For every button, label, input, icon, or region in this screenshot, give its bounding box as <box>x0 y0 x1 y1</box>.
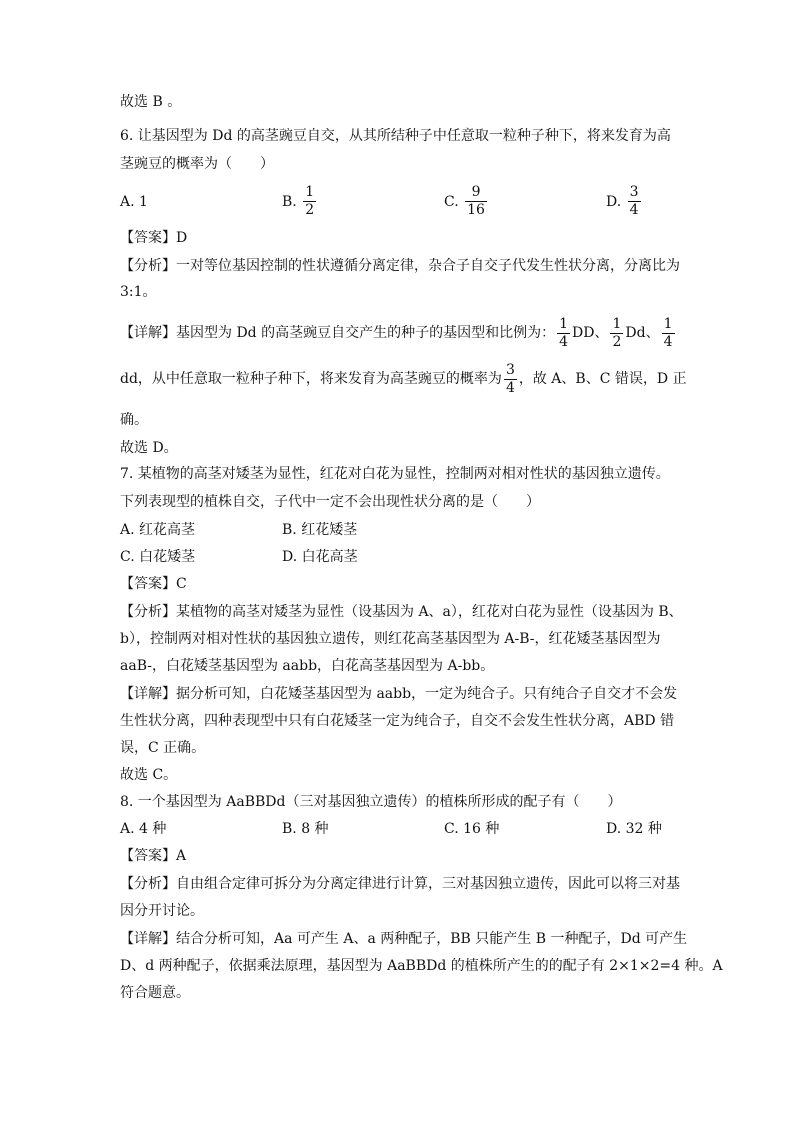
question-6-stem: 6. 让基因型为 Dd 的高茎豌豆自交，从其所结种子中任意取一粒种子种下，将来发育为高 <box>120 128 671 144</box>
q8-detail-cont: D、d 两种配子，依据乘法原理，基因型为 AaBBDd 的植株所产生的的配子有 2×1×2=4 种。A <box>120 958 723 974</box>
q7-answer: 【答案】C <box>120 576 187 592</box>
q8-option-c: C. 16 种 <box>444 821 500 837</box>
q6-option-b: B. $\frac{1}{2}$ <box>282 184 315 218</box>
q7-analysis-cont: b），控制两对相对性状的基因独立遗传，则红花高茎基因型为 A-B-，红花矮茎基因型为 <box>120 631 661 647</box>
question-6-stem-cont: 茎豌豆的概率为（ ） <box>120 156 274 172</box>
fraction: $\frac{1}{4}$ <box>559 315 569 350</box>
q6-selection: 故选 D。 <box>120 440 178 456</box>
q7-analysis: 【分析】某植物的高茎对矮茎为显性（设基因为 A、a），红花对白花为显性（设基因为 B、 <box>120 604 683 620</box>
q7-detail-end: 误，C 正确。 <box>120 740 206 756</box>
q8-option-b: B. 8 种 <box>282 821 329 837</box>
q7-option-c: C. 白花矮茎 <box>120 549 196 565</box>
q8-option-a: A. 4 种 <box>120 821 167 837</box>
text-line: 故选 B 。 <box>120 94 182 110</box>
q8-analysis: 【分析】自由组合定律可拆分为分离定律进行计算，三对基因独立遗传，因此可以将三对基 <box>120 876 680 892</box>
q7-analysis-end: aaB-，白花矮茎基因型为 aabb，白花高茎基因型为 A-bb。 <box>120 658 495 674</box>
q8-detail: 【详解】结合分析可知，Aa 可产生 A、a 两种配子，BB 只能产生 B 一种配子，Dd 可产生 <box>120 931 688 947</box>
q8-answer: 【答案】A <box>120 848 187 864</box>
q6-option-d: D. $\frac{3}{4}$ <box>606 184 639 218</box>
q6-option-a: A. 1 <box>120 194 148 210</box>
q6-detail-cont: dd，从中任意取一粒种子种下，将来发育为高茎豌豆的概率为 $\frac{3}{4}$ ，故 A、B、C 错误，D 正 <box>120 361 687 396</box>
q7-detail: 【详解】据分析可知，白花矮茎基因型为 aabb，一定为纯合子。只有纯合子自交才不会发 <box>120 686 678 702</box>
q6-answer: 【答案】D <box>120 230 188 246</box>
fraction: $\frac{1}{2}$ <box>612 315 622 350</box>
q6-option-c: C. $\frac{9}{16}$ <box>444 184 485 218</box>
fraction: $\frac{1}{2}$ <box>305 184 315 218</box>
fraction: $\frac{9}{16}$ <box>467 184 485 218</box>
q7-selection: 故选 C。 <box>120 767 178 783</box>
question-8-stem: 8. 一个基因型为 AaBBDd（三对基因独立遗传）的植株所形成的配子有（ ） <box>120 794 622 810</box>
question-7-stem: 7. 某植物的高茎对矮茎为显性，红花对白花为显性，控制两对相对性状的基因独立遗传。 <box>120 466 670 482</box>
q7-option-a: A. 红花高茎 <box>120 522 196 538</box>
q7-detail-cont: 生性状分离，四种表现型中只有白花矮茎一定为纯合子，自交不会发生性状分离，ABD 错 <box>120 713 675 729</box>
question-7-stem-cont: 下列表现型的植株自交，子代中一定不会出现性状分离的是（ ） <box>120 494 540 510</box>
q8-analysis-cont: 因分开讨论。 <box>120 903 204 919</box>
q7-option-d: D. 白花高茎 <box>282 549 358 565</box>
fraction: $\frac{1}{4}$ <box>663 315 673 350</box>
q8-option-d: D. 32 种 <box>606 821 662 837</box>
q7-option-b: B. 红花矮茎 <box>282 522 358 538</box>
q6-detail: 【详解】基因型为 Dd 的高茎豌豆自交产生的种子的基因型和比例为： $\frac{1}{4}$ DD、 $\frac{1}{2}$ Dd、 $\frac{1}{4}$ <box>120 315 673 350</box>
q6-detail-end: 确。 <box>120 412 148 428</box>
q6-analysis: 【分析】一对等位基因控制的性状遵循分离定律，杂合子自交子代发生性状分离，分离比为 <box>120 258 680 274</box>
fraction: $\frac{3}{4}$ <box>629 184 639 218</box>
q8-detail-end: 符合题意。 <box>120 985 190 1001</box>
q6-analysis-cont: 3:1。 <box>120 284 157 300</box>
fraction: $\frac{3}{4}$ <box>505 361 515 396</box>
